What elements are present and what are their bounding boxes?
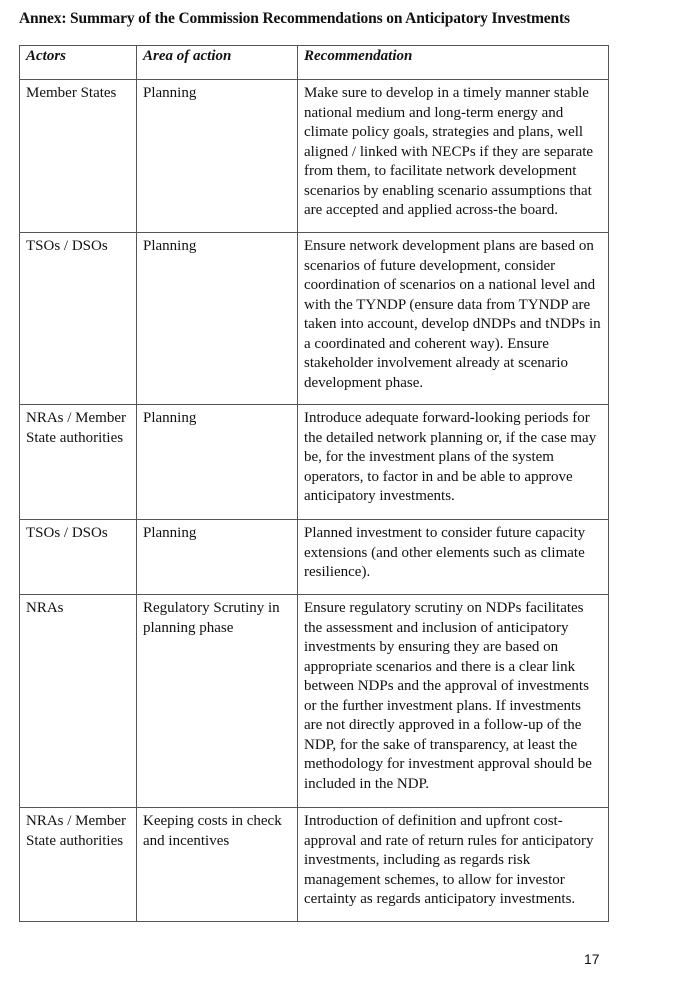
cell-area-of-action: Keeping costs in check and incentives (137, 808, 298, 922)
cell-actors: TSOs / DSOs (20, 520, 137, 595)
cell-actors: NRAs / Member State authorities (20, 405, 137, 520)
table-header-row (20, 46, 609, 80)
cell-actors: Member States (20, 80, 137, 233)
recommendations-table (19, 45, 609, 922)
cell-actors: NRAs (20, 595, 137, 808)
table-row (20, 808, 609, 922)
cell-area-of-action: Planning (137, 233, 298, 405)
table-row (20, 520, 609, 595)
column-header-area-of-action: Area of action (137, 46, 298, 80)
table-row (20, 595, 609, 808)
cell-area-of-action: Planning (137, 80, 298, 233)
page-number: 17 (584, 951, 600, 967)
cell-actors: NRAs / Member State authorities (20, 808, 137, 922)
cell-recommendation: Ensure network development plans are based on scenarios of future development, consider coordination of scenarios on a national level and with the TYNDP (ensure data from TYNDP are taken into account, develop dNDPs and tNDPs in a coordinated and coherent way). Ensure stakeholder involvement already at scenario development phase. (298, 233, 609, 405)
cell-recommendation: Ensure regulatory scrutiny on NDPs facilitates the assessment and inclusion of anticipatory investments by ensuring they are based on appropriate scenarios and there is a clear link between NDPs and the approval of investments or the further investment plans. If investments are not directly approved in a follow-up of the NDP, for the sake of transparency, at least the methodology for investment approval should be included in the NDP. (298, 595, 609, 808)
column-header-actors: Actors (20, 46, 137, 80)
cell-recommendation: Introduce adequate forward-looking periods for the detailed network planning or, if the case may be, for the investment plans of the system operators, to factor in and be able to approve anticipatory investments. (298, 405, 609, 520)
cell-area-of-action: Planning (137, 520, 298, 595)
cell-area-of-action: Planning (137, 405, 298, 520)
table-row (20, 405, 609, 520)
cell-recommendation: Make sure to develop in a timely manner stable national medium and long-term energy and climate policy goals, strategies and plans, well aligned / linked with NECPs if they are separate from them, to facilitate network development scenarios by enabling scenario assumptions that are accepted and applied across-the board. (298, 80, 609, 233)
table-row (20, 233, 609, 405)
cell-actors: TSOs / DSOs (20, 233, 137, 405)
cell-recommendation: Introduction of definition and upfront cost-approval and rate of return rules for anticipatory investments, including as regards risk management schemes, to allow for investor certainty as regards anticipatory investments. (298, 808, 609, 922)
annex-title: Annex: Summary of the Commission Recommendations on Anticipatory Investments (19, 10, 570, 27)
cell-recommendation: Planned investment to consider future capacity extensions (and other elements such as climate resilience). (298, 520, 609, 595)
column-header-recommendation: Recommendation (298, 46, 609, 80)
cell-area-of-action: Regulatory Scrutiny in planning phase (137, 595, 298, 808)
table-row (20, 80, 609, 233)
